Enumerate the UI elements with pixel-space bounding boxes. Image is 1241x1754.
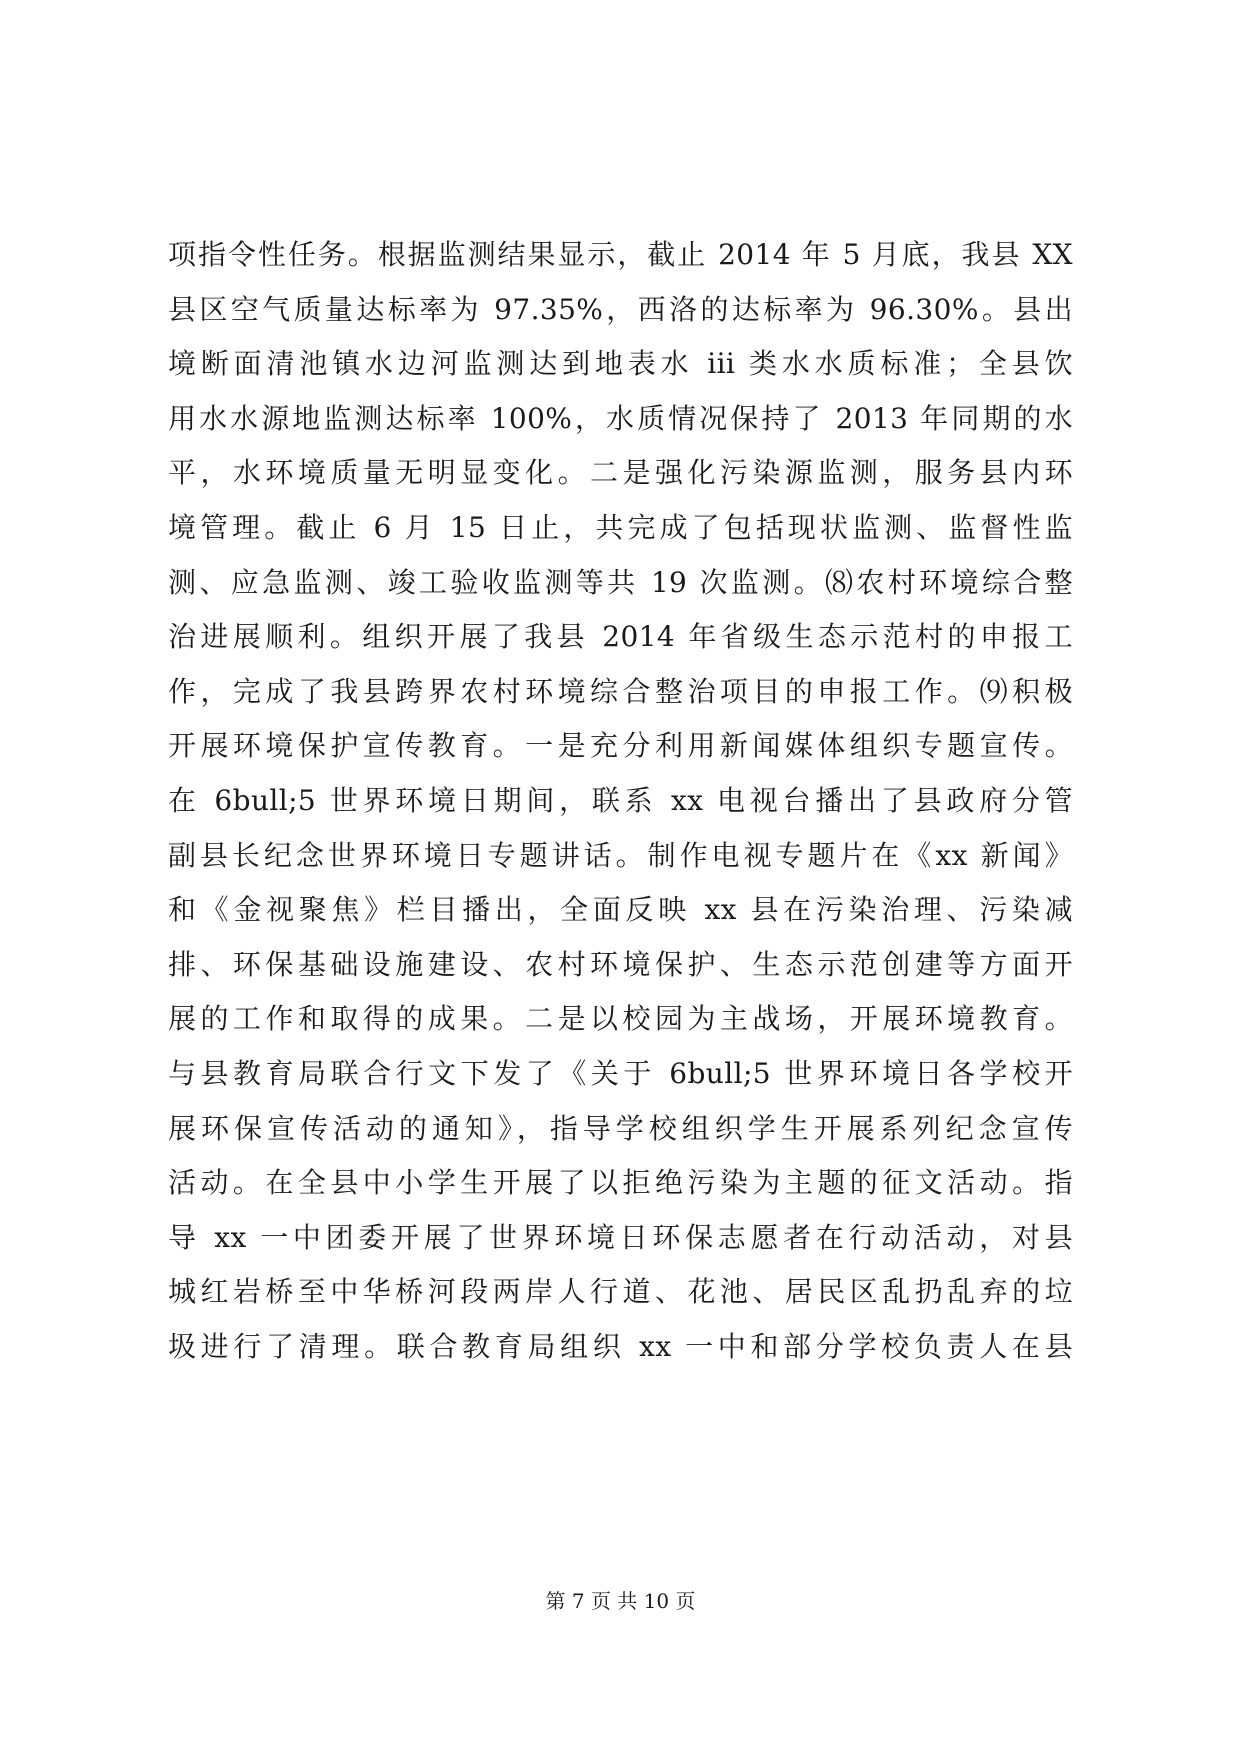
text-line: 用水水源地监测达标率 100%，水质情况保持了 2013 年同期的水 — [168, 401, 1073, 435]
text-line: 境管理。截止 6 月 15 日止，共完成了包括现状监测、监督性监 — [168, 510, 1073, 544]
text-line: 开展环境保护宣传教育。一是充分利用新闻媒体组织专题宣传。 — [168, 729, 1073, 763]
body-text — [168, 228, 1073, 1374]
text-line: 境断面清池镇水边河监测达到地表水 iii 类水水质标准；全县饮 — [168, 347, 1073, 381]
page-number-footer: 第 7 页 共 10 页 — [545, 1589, 696, 1613]
text-line: 圾进行了清理。联合教育局组织 xx 一中和部分学校负责人在县 — [168, 1329, 1073, 1363]
text-line: 城红岩桥至中华桥河段两岸人行道、花池、居民区乱扔乱弃的垃 — [168, 1275, 1073, 1309]
text-line: 副县长纪念世界环境日专题讲话。制作电视专题片在《xx 新闻》 — [168, 838, 1073, 872]
text-line: 与县教育局联合行文下发了《关于 6bull;5 世界环境日各学校开 — [168, 1056, 1073, 1090]
text-line: 平，水环境质量无明显变化。二是强化污染源监测，服务县内环 — [168, 456, 1073, 490]
text-line: 县区空气质量达标率为 97.35%，西洛的达标率为 96.30%。县出 — [168, 292, 1073, 326]
text-line: 导 xx 一中团委开展了世界环境日环保志愿者在行动活动，对县 — [168, 1220, 1073, 1254]
text-line: 活动。在全县中小学生开展了以拒绝污染为主题的征文活动。指 — [168, 1166, 1073, 1200]
text-line: 作，完成了我县跨界农村环境综合整治项目的申报工作。⑼积极 — [168, 674, 1073, 708]
text-line: 展环保宣传活动的通知》，指导学校组织学生开展系列纪念宣传 — [168, 1111, 1073, 1145]
text-line: 测、应急监测、竣工验收监测等共 19 次监测。⑻农村环境综合整 — [168, 565, 1073, 599]
text-line: 排、环保基础设施建设、农村环境保护、生态示范创建等方面开 — [168, 947, 1073, 981]
text-line: 治进展顺利。组织开展了我县 2014 年省级生态示范村的申报工 — [168, 620, 1073, 654]
text-line: 展的工作和取得的成果。二是以校园为主战场，开展环境教育。 — [168, 1002, 1073, 1036]
text-line: 在 6bull;5 世界环境日期间，联系 xx 电视台播出了县政府分管 — [168, 783, 1073, 817]
text-line: 和《金视聚焦》栏目播出，全面反映 xx 县在污染治理、污染减 — [168, 893, 1073, 927]
text-line: 项指令性任务。根据监测结果显示，截止 2014 年 5 月底，我县 XX — [168, 238, 1073, 271]
